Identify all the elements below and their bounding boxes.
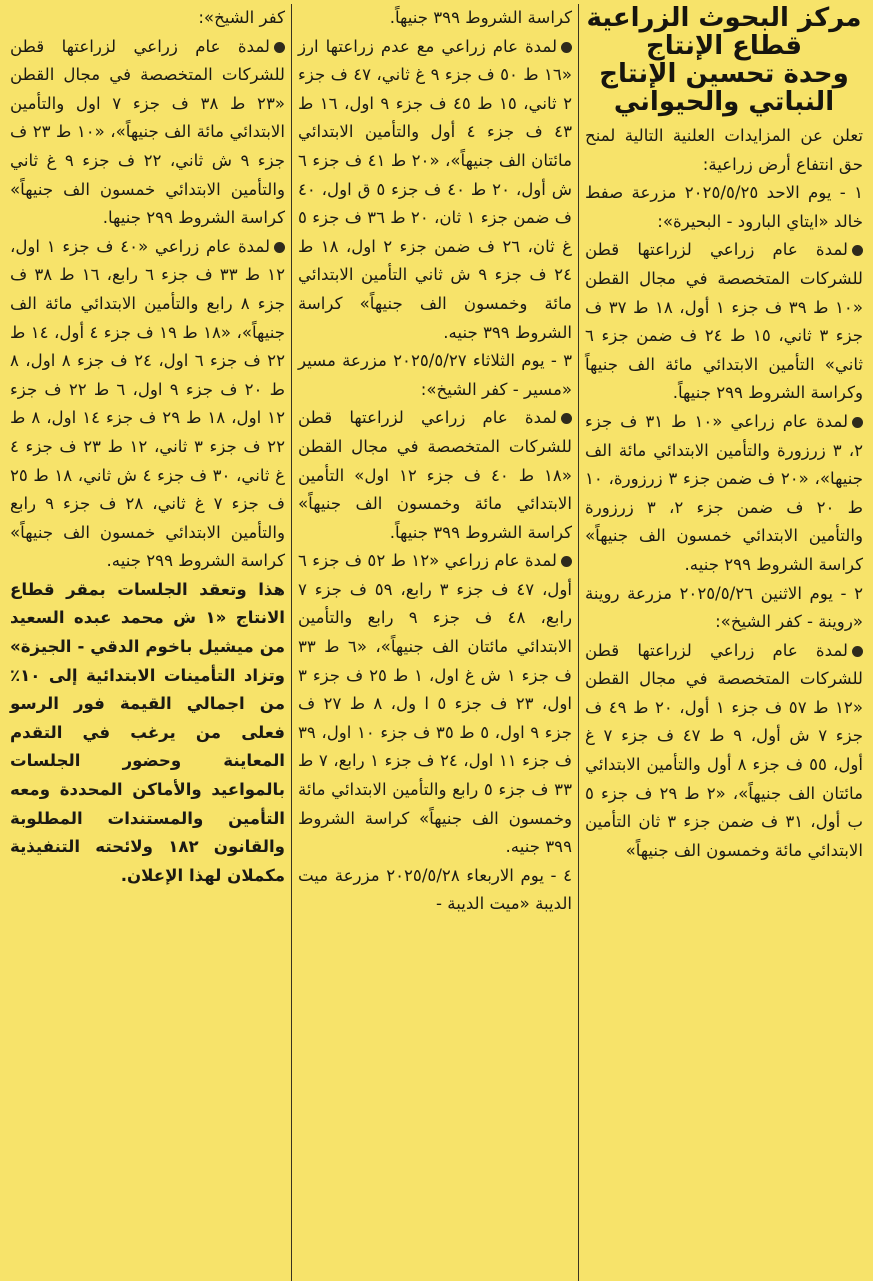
- lot-paragraph: [298, 404, 572, 547]
- auction-day-4: ٤ - يوم الاربعاء ٢٠٢٥/٥/٢٨ مزرعة ميت الديبة «ميت الديبة -: [298, 865, 572, 914]
- lot-text: لمدة عام زراعي «١٢ ط ٥٢ ف جزء ٦ أول، ٤٧ ف جزء ٣ رابع، ٥٩ ف جزء ٧ رابع، ٤٨ ف جزء ٩ رابع والتأمين الابتدائي مائتان الف جنيهاً»، «٦ ط ٣٣ ف جزء ١ ش غ اول، ١ ط ٢٥ ف جزء ٣ اول، ٢٣ ف جزء ٥ ا ول، ٨ ط ٢٧ ف جزء ٩ اول، ٥ ط ٣٥ ف جزء ١٠ اول، ٣٩ ف جزء ١١ اول، ٢٤ ف جزء ١ رابع، ٧ ط ٣٣ ف جزء ٥ رابع والتأمين الابتدائي مائة وخمسون الف جنيهاً» كراسة الشروط ٣٩٩ جنيه.: [298, 551, 573, 857]
- bullet-icon: [274, 242, 285, 253]
- lot-text: لمدة عام زراعي مع عدم زراعتها ارز «١٦ ط ٥٠ ف جزء ٩ غ ثاني، ٤٧ ف جزء ٢ ثاني، ١٥ ط ٤٥ ف جزء ٩ اول، ١٦ ط ٤٣ ف جزء ٤ أول والتأمين الابتدائي مائتان الف جنيهاً»، «٢٠ ط ٤١ ف جزء ٦ ش أول، ٢٠ ط ٤٠ ف جزء ٥ ق اول، ٤٠ ف ضمن جزء ١ ثان، ٢٠ ط ٣٦ ف جزء ٥ غ ثان، ٢٦ ف ضمن جزء ٢ اول، ١٨ ط ٢٤ ف جزء ٩ ش ثاني التأمين الابتدائي مائة وخمسون الف جنيهاً» كراسة الشروط ٣٩٩ جنيه.: [298, 36, 572, 342]
- lot-text: لمدة عام زراعي لزراعتها قطن للشركات المتخصصة في مجال القطن «١٢ ط ٥٧ ف جزء ١ أول، ٢٠ ط ٤٩ ف جزء ٧ ش أول، ٩ ط ٤٧ ف جزء ٧ غ أول، ٥٥ ف جزء ٨ أول والتأمين الابتدائي مائتان الف جنيهاً»، «٢ ط ٢٩ ف جزء ٥ ب أول، ٣١ ف ضمن جزء ٣ ثان التأمين الابتدائي مائة وخمسون الف جنيهاً»: [585, 640, 863, 860]
- lot-paragraph: [585, 236, 863, 408]
- lot-paragraph: [585, 637, 863, 866]
- auction-day-1: ١ - يوم الاحد ٢٠٢٥/٥/٢٥ مزرعة صفط خالد «ايتاي البارود - البحيرة»:: [585, 183, 864, 231]
- bullet-icon: [274, 42, 285, 53]
- headline-line-4: النباتي والحيواني: [613, 87, 835, 117]
- bullet-icon: [852, 646, 863, 657]
- continuation-text: كراسة الشروط ٣٩٩ جنيهاً.: [389, 8, 572, 27]
- bullet-icon: [561, 413, 572, 424]
- auction-day-3: ٣ - يوم الثلاثاء ٢٠٢٥/٥/٢٧ مزرعة مسير «مسير - كفر الشيخ»:: [298, 351, 572, 399]
- headline-line-2: قطاع الإنتاج: [645, 31, 803, 61]
- lot-paragraph: [298, 547, 572, 862]
- auction-day-2: ٢ - يوم الاثنين ٢٠٢٥/٥/٢٦ مزرعة روينة «روينة - كفر الشيخ»:: [585, 583, 864, 632]
- continuation-text: كفر الشيخ»:: [198, 8, 285, 27]
- intro-paragraph: تعلن عن المزايدات العلنية التالية لمنح حق انتفاع أرض زراعية:: [585, 126, 863, 174]
- sessions-paragraph: هذا وتعقد الجلسات بمقر قطاع الانتاج «١ ش محمد عبده السعيد من ميشيل باخوم الدقي - الجيزة» وتزاد التأمينات الابتدائية إلى ١٠٪ من اجمالي القيمة فور الرسو فعلى من يرغب في التقدم المعاينة وحضور الجلسات بالمواعيد والأماكن المحددة ومعه التأمين والمستندات المطلوبة والقانون ١٨٢ ولائحته التنفيذية مكملان لهذا الإعلان.: [10, 579, 285, 885]
- bullet-icon: [561, 42, 572, 53]
- lot-paragraph: [585, 408, 863, 580]
- column-left: [4, 4, 291, 1281]
- headline-line-1: مركز البحوث الزراعية: [586, 4, 862, 33]
- lot-text: لمدة عام زراعي «١٠ ط ٣١ ف جزء ٢، ٣ زرزورة والتأمين الابتدائي مائة الف جنيها»، «٢٠ ف ضمن جزء ٣ زرزورة، ١٠ ط ٢٠ ف ضمن جزء ٢، ٣ زرزورة والتأمين الابتدائي خمسون الف جنيهاً» كراسة الشروط ٢٩٩ جنيه.: [585, 411, 863, 574]
- lot-text: لمدة عام زراعي لزراعتها قطن للشركات المتخصصة في مجال القطن «٢٣ ط ٣٨ ف جزء ٧ اول والتأمين الابتدائي مائة الف جنيهاً»، «١٠ ط ٢٣ ف جزء ٩ ش ثاني، ٢٢ ف جزء ٩ غ ثاني والتأمين الابتدائي خمسون الف جنيهاً» كراسة الشروط ٢٩٩ جنيها.: [10, 36, 286, 228]
- lot-paragraph: [298, 33, 572, 348]
- lot-paragraph: [10, 233, 285, 576]
- bullet-icon: [852, 245, 863, 256]
- lot-paragraph: [10, 33, 285, 233]
- column-right: [579, 4, 869, 1281]
- bullet-icon: [852, 417, 863, 428]
- lot-text: لمدة عام زراعي لزراعتها قطن للشركات المتخصصة في مجال القطن «١٨ ط ٤٠ ف جزء ١٢ اول» التأمين الابتدائي مائة وخمسون الف جنيهاً» كراسة الشروط ٣٩٩ جنيهاً.: [298, 408, 572, 542]
- column-middle: [291, 4, 579, 1281]
- lot-text: لمدة عام زراعي «٤٠ ف جزء ١ اول، ١٢ ط ٣٣ ف جزء ٦ رابع، ١٦ ط ٣٨ ف جزء ٨ رابع والتأمين الابتدائي مائة الف جنيهاً»، «١٨ ط ١٩ ف جزء ٤ أول، ١٤ ط ٢٢ ف جزء ٦ اول، ٢٤ ف جزء ٨ اول، ٨ ط ٢٠ ف جزء ٩ اول، ٦ ط ٢٢ ف جزء ١٢ اول، ١٨ ط ٢٩ ف جزء ١٤ اول، ٨ ط ٢٢ ف جزء ٣ ثاني، ١٢ ط ٢٣ ف جزء ٤ غ ثاني، ٣٠ ف جزء ٤ ش ثاني، ١٨ ط ٢٥ ف جزء ٧ غ ثاني، ٢٨ ف جزء ٩ رابع والتأمين الابتدائي خمسون الف جنيهاً» كراسة الشروط ٢٩٩ جنيه.: [10, 236, 286, 571]
- lot-text: لمدة عام زراعي لزراعتها قطن للشركات المتخصصة في مجال القطن «١٠ ط ٣٩ ف جزء ١ أول، ١٨ ط ٣٧ ف جزء ٣ ثاني، ١٥ ط ٢٤ ف ضمن جزء ٦ ثاني» التأمين الابتدائي مائة الف جنيهاً وكراسة الشروط ٢٩٩ جنيهاً.: [585, 240, 863, 403]
- bullet-icon: [561, 556, 572, 567]
- ad-headline: [585, 4, 863, 116]
- headline-line-3: وحدة تحسين الإنتاج: [599, 59, 849, 89]
